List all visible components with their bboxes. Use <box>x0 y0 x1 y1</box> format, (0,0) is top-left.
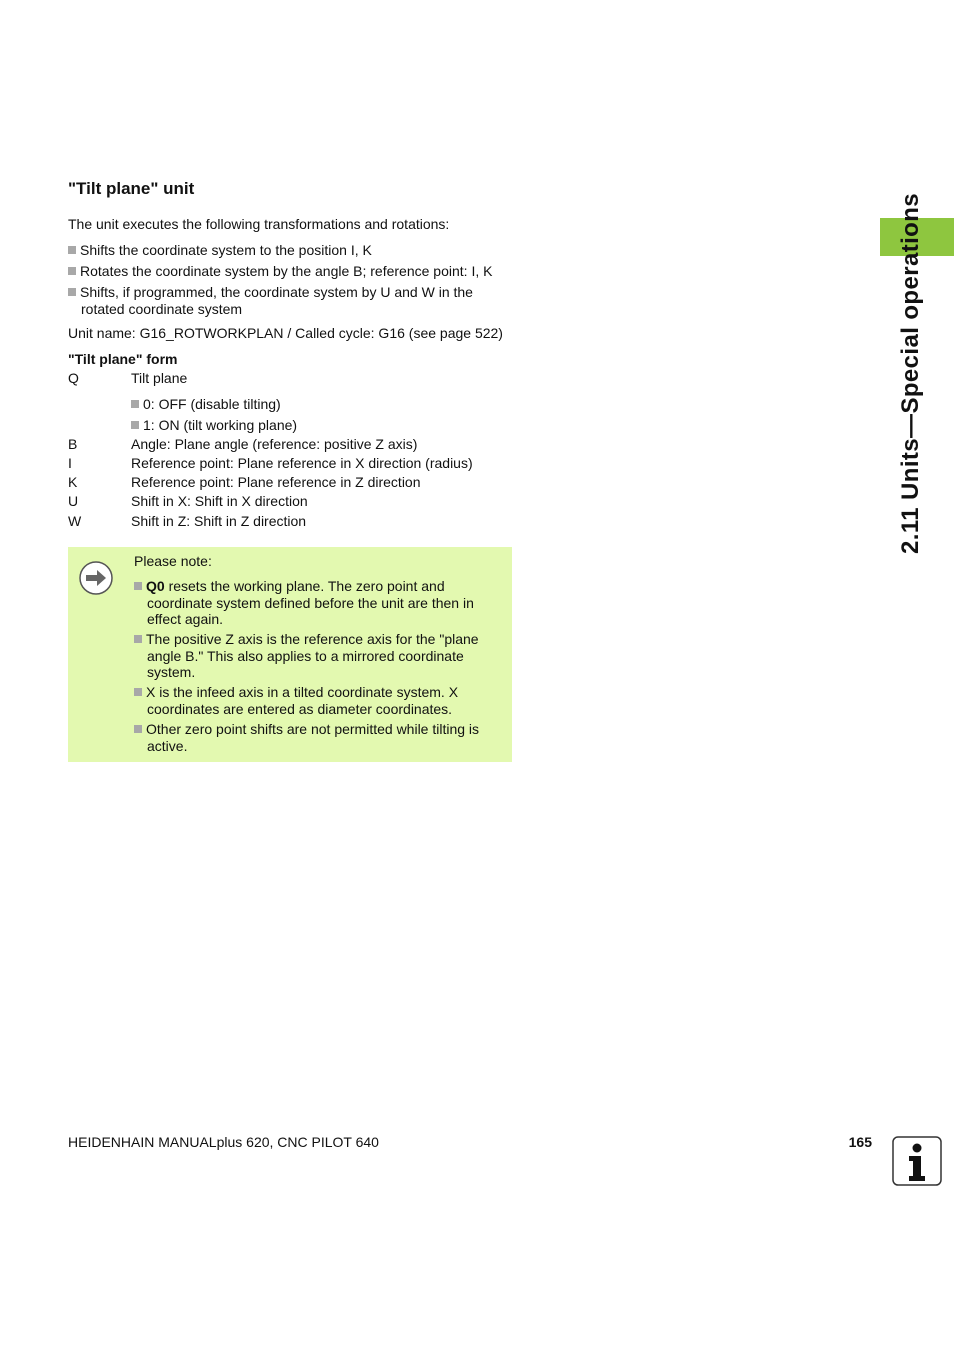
note-item: Other zero point shifts are not permitted while tilting is active. <box>134 721 504 754</box>
unit-name-line: Unit name: G16_ROTWORKPLAN / Called cycle: G16 (see page 522) <box>68 325 503 341</box>
list-item: 0: OFF (disable tilting) <box>131 396 281 412</box>
bullet-square-icon <box>68 288 76 296</box>
param-description: Tilt plane <box>131 370 188 386</box>
list-item: Shifts the coordinate system to the position I, K <box>68 242 518 259</box>
note-box <box>68 547 512 762</box>
bullet-square-icon <box>134 582 142 590</box>
note-item: Q0 resets the working plane. The zero point and coordinate system defined before the unit are then in effect again. <box>134 578 504 628</box>
note-item: The positive Z axis is the reference axis for the "plane angle B." This also applies to a mirrored coordinate system. <box>134 631 504 681</box>
chapter-title-text: 2.11 Units—Special operations <box>897 192 924 554</box>
info-icon <box>892 1136 942 1186</box>
list-item: 1: ON (tilt working plane) <box>131 417 297 433</box>
param-key: Q <box>68 370 79 386</box>
bullet-square-icon <box>68 267 76 275</box>
footer-manual-title: HEIDENHAIN MANUALplus 620, CNC PILOT 640 <box>68 1134 379 1150</box>
param-key: B <box>68 436 78 452</box>
param-description: Angle: Plane angle (reference: positive Z axis) <box>131 436 418 452</box>
param-description: Reference point: Plane reference in X direction (radius) <box>131 455 473 471</box>
param-key: K <box>68 474 78 490</box>
list-item: Rotates the coordinate system by the angle B; reference point: I, K <box>68 263 518 280</box>
bullet-square-icon <box>68 246 76 254</box>
chapter-side-title <box>897 180 935 560</box>
bullet-square-icon <box>134 725 142 733</box>
note-item: X is the infeed axis in a tilted coordinate system. X coordinates are entered as diameter coordinates. <box>134 684 504 717</box>
bullet-square-icon <box>134 688 142 696</box>
param-description: Shift in X: Shift in X direction <box>131 493 308 509</box>
param-key: U <box>68 493 79 509</box>
note-title: Please note: <box>134 553 212 569</box>
form-heading: "Tilt plane" form <box>68 351 178 367</box>
param-key: W <box>68 513 82 529</box>
param-description: Reference point: Plane reference in Z direction <box>131 474 421 490</box>
list-item: Shifts, if programmed, the coordinate system by U and W in the rotated coordinate system <box>68 284 508 317</box>
bullet-square-icon <box>131 400 139 408</box>
page-number: 165 <box>848 1134 872 1150</box>
bullet-square-icon <box>131 421 139 429</box>
section-heading: "Tilt plane" unit <box>68 179 195 198</box>
param-description: Shift in Z: Shift in Z direction <box>131 513 307 529</box>
intro-text: The unit executes the following transformations and rotations: <box>68 216 450 232</box>
arrow-right-icon <box>79 561 113 595</box>
bullet-square-icon <box>134 635 142 643</box>
param-key: I <box>68 455 72 471</box>
